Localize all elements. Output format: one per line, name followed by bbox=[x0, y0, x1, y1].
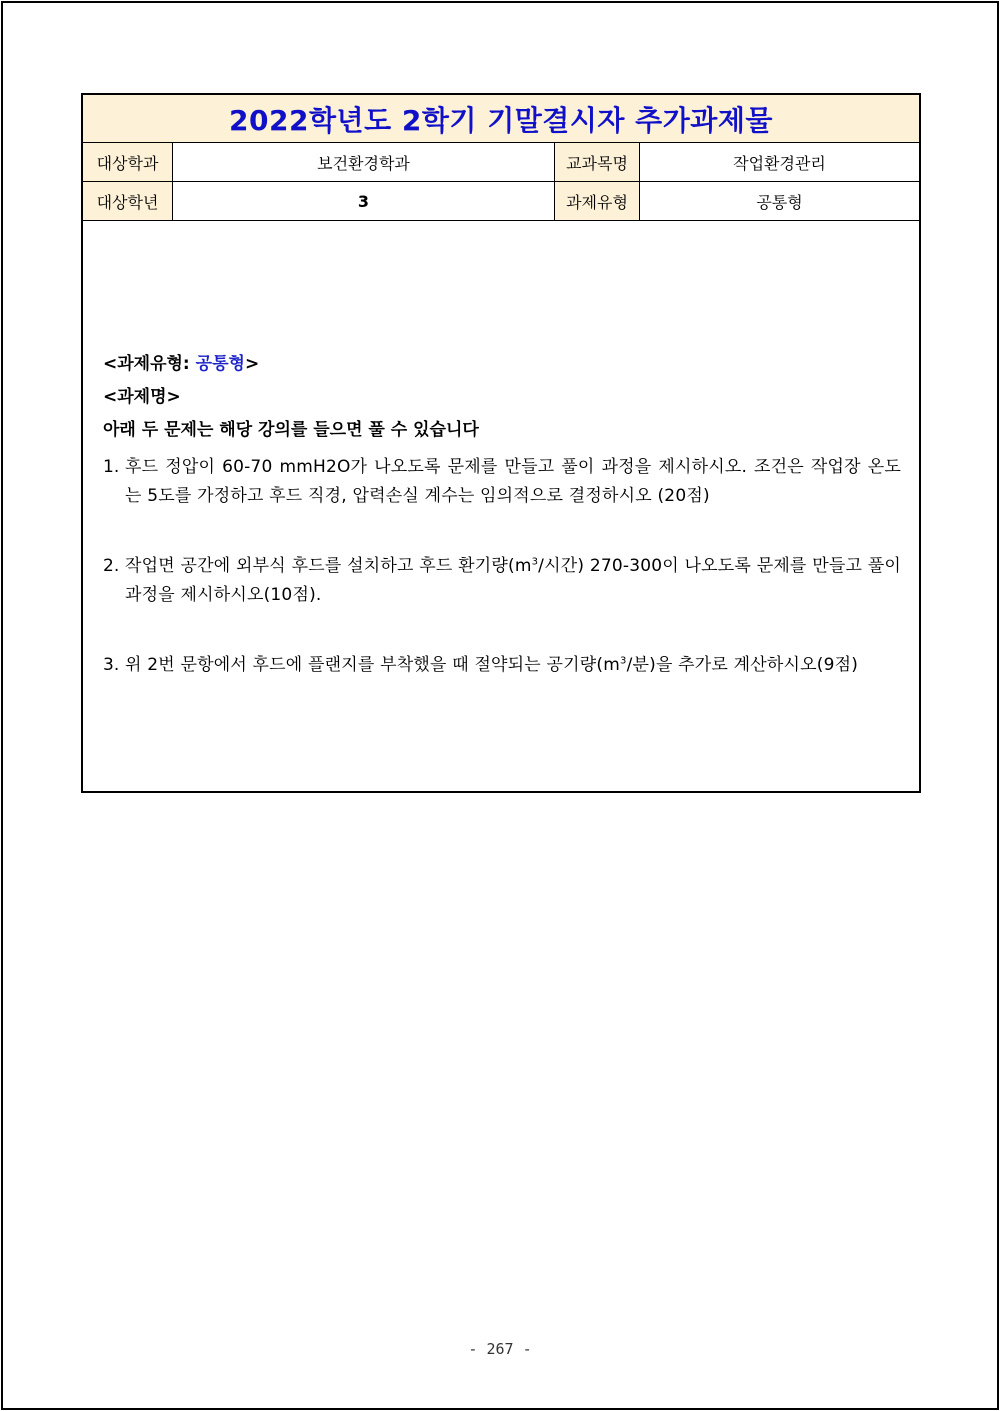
dept-label: 대상학과 bbox=[83, 143, 173, 181]
assignment-box bbox=[81, 93, 921, 793]
assignment-type-line bbox=[103, 348, 901, 381]
question-2 bbox=[103, 552, 901, 610]
type-line-prefix: <과제유형: bbox=[103, 354, 196, 374]
question-text-part: 작업면 공간에 외부식 후드를 설치하고 후드 환기량(m bbox=[125, 556, 532, 576]
question-1 bbox=[103, 453, 901, 511]
type-value: 공통형 bbox=[756, 192, 803, 212]
type-line-suffix: > bbox=[244, 354, 260, 374]
question-number: 1. bbox=[103, 457, 120, 477]
question-text-part: 위 2번 문항에서 후드에 플랜지를 부착했을 때 절약되는 공기량(m bbox=[125, 655, 620, 675]
year-label: 대상학년 bbox=[83, 182, 173, 220]
question-text-part: /분)을 추가로 계산하시오(9점) bbox=[626, 655, 859, 675]
title-row bbox=[83, 95, 919, 143]
year-value: 3 bbox=[173, 182, 555, 220]
course-value: 작업환경관리 bbox=[733, 153, 826, 173]
question-text-part: /시간) 270-300이 나오도록 문제를 만들고 풀이 과정을 제시하시오(10점). bbox=[125, 556, 901, 605]
question-3 bbox=[103, 651, 901, 680]
question-number: 2. bbox=[103, 556, 120, 576]
superscript: 3 bbox=[531, 556, 539, 568]
info-row-year bbox=[83, 182, 919, 221]
type-line-value: 공통형 bbox=[195, 354, 245, 374]
question-text bbox=[125, 552, 901, 610]
superscript: 3 bbox=[620, 655, 627, 667]
assignment-content bbox=[103, 348, 901, 680]
page-number: - 267 - bbox=[468, 1340, 532, 1358]
question-text: 후드 정압이 60-70 mmH2O가 나오도록 문제를 만들고 풀이 과정을 제시하시오. 조건은 작업장 온도는 5도를 가정하고 후드 직경, 압력손실 계수는 임의적으로 결정하시오 (20점) bbox=[125, 457, 901, 506]
assignment-intro: 아래 두 문제는 해당 강의를 들으면 풀 수 있습니다 bbox=[103, 420, 479, 440]
question-number: 3. bbox=[103, 655, 120, 675]
assignment-name-line: <과제명> bbox=[103, 387, 181, 407]
question-text bbox=[125, 651, 901, 680]
info-row-dept bbox=[83, 143, 919, 182]
dept-value: 보건환경학과 bbox=[173, 143, 555, 181]
course-label: 교과목명 bbox=[555, 143, 640, 181]
type-label: 과제유형 bbox=[555, 182, 640, 220]
page-title: 2022학년도 2학기 기말결시자 추가과제물 bbox=[229, 103, 773, 137]
